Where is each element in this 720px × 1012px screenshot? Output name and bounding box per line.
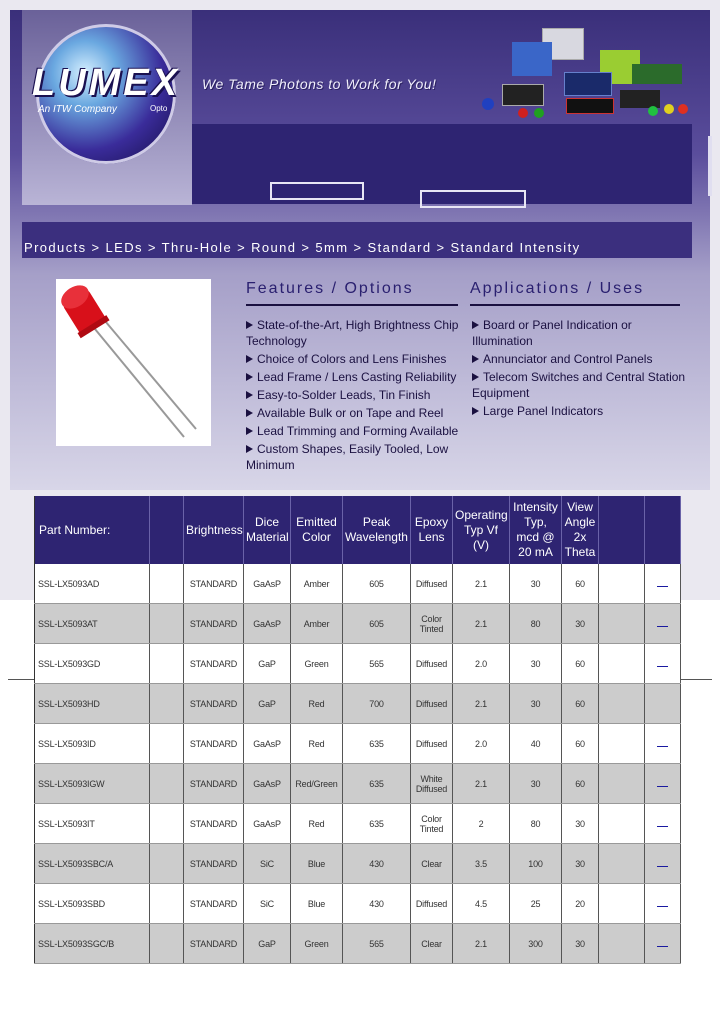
- features-title: Features / Options: [246, 280, 414, 297]
- cell-part: SSL-LX5093ID: [35, 724, 150, 764]
- cell-brightness: STANDARD: [184, 804, 244, 844]
- cell-lens: Diffused: [411, 644, 453, 684]
- features-list: [246, 317, 464, 475]
- table-row: [35, 644, 681, 684]
- table-row: [35, 684, 681, 724]
- cell-empty: [150, 724, 184, 764]
- cell-color: Green: [291, 924, 343, 964]
- cell-empty: [599, 924, 645, 964]
- bullet-triangle-icon: [246, 427, 253, 435]
- cell-angle: 60: [562, 564, 599, 604]
- column-header: Part Number:: [35, 496, 150, 564]
- feature-item-text: Custom Shapes, Easily Tooled, Low Minimum: [246, 442, 449, 472]
- applications-rule: [470, 304, 680, 306]
- feature-item-text: Choice of Colors and Lens Finishes: [257, 352, 447, 366]
- cell-part: SSL-LX5093SGC/B: [35, 924, 150, 964]
- products-banner-image: [482, 24, 692, 124]
- table-row: [35, 804, 681, 844]
- breadcrumb-bar: [22, 222, 692, 258]
- application-item-text: Telecom Switches and Central Station Equipment: [472, 370, 686, 400]
- cell-wavelength: 430: [343, 884, 411, 924]
- cell-angle: 60: [562, 764, 599, 804]
- cell-angle: 30: [562, 804, 599, 844]
- logo-subtitle: An ITW Company: [38, 104, 117, 115]
- cell-color: Red/Green: [291, 764, 343, 804]
- cell-color: Red: [291, 724, 343, 764]
- cell-part: SSL-LX5093SBC/A: [35, 844, 150, 884]
- feature-item: [246, 317, 464, 349]
- cell-angle: 60: [562, 644, 599, 684]
- right-divider: [680, 679, 712, 680]
- column-header: Brightness: [184, 496, 244, 564]
- cell-brightness: STANDARD: [184, 884, 244, 924]
- cell-link: [645, 844, 681, 884]
- cell-part: SSL-LX5093SBD: [35, 884, 150, 924]
- cell-angle: 30: [562, 924, 599, 964]
- bullet-triangle-icon: [246, 445, 253, 453]
- datasheet-link[interactable]: [657, 626, 668, 627]
- cell-empty: [150, 924, 184, 964]
- feature-item: [246, 441, 464, 473]
- table-header-row: [35, 496, 681, 564]
- nav-field-1[interactable]: [270, 182, 364, 200]
- cell-vf: 3.5: [453, 844, 510, 884]
- cell-empty: [599, 604, 645, 644]
- cell-empty: [150, 764, 184, 804]
- cell-intensity: 30: [510, 564, 562, 604]
- left-divider: [8, 679, 34, 680]
- cell-color: Blue: [291, 884, 343, 924]
- cell-brightness: STANDARD: [184, 564, 244, 604]
- cell-brightness: STANDARD: [184, 844, 244, 884]
- cell-lens: White Diffused: [411, 764, 453, 804]
- column-header: [599, 496, 645, 564]
- table-row: [35, 844, 681, 884]
- application-item: [472, 403, 686, 419]
- parts-table: [34, 496, 681, 964]
- cell-angle: 20: [562, 884, 599, 924]
- logo-text: LUMEX: [32, 62, 180, 104]
- column-header: Peak Wavelength: [343, 496, 411, 564]
- cell-empty: [599, 804, 645, 844]
- cell-wavelength: 700: [343, 684, 411, 724]
- bullet-triangle-icon: [472, 355, 479, 363]
- datasheet-link[interactable]: [657, 786, 668, 787]
- bullet-triangle-icon: [246, 409, 253, 417]
- cell-dice: GaAsP: [244, 724, 291, 764]
- cell-color: Amber: [291, 604, 343, 644]
- cell-vf: 2.0: [453, 644, 510, 684]
- bullet-triangle-icon: [246, 373, 253, 381]
- cell-empty: [150, 604, 184, 644]
- cell-brightness: STANDARD: [184, 604, 244, 644]
- cell-dice: GaP: [244, 644, 291, 684]
- cell-lens: Diffused: [411, 724, 453, 764]
- cell-brightness: STANDARD: [184, 644, 244, 684]
- datasheet-link[interactable]: [657, 826, 668, 827]
- cell-vf: 2.1: [453, 684, 510, 724]
- cell-part: SSL-LX5093IT: [35, 804, 150, 844]
- cell-link: [645, 564, 681, 604]
- cell-link: [645, 684, 681, 724]
- datasheet-link[interactable]: [657, 586, 668, 587]
- feature-item-text: Available Bulk or on Tape and Reel: [257, 406, 444, 420]
- cell-color: Red: [291, 684, 343, 724]
- cell-intensity: 80: [510, 604, 562, 644]
- cell-wavelength: 605: [343, 564, 411, 604]
- cell-dice: GaAsP: [244, 804, 291, 844]
- cell-part: SSL-LX5093HD: [35, 684, 150, 724]
- cell-lens: Clear: [411, 844, 453, 884]
- cell-vf: 2.1: [453, 604, 510, 644]
- bullet-triangle-icon: [246, 355, 253, 363]
- cell-dice: GaP: [244, 924, 291, 964]
- cell-angle: 60: [562, 684, 599, 724]
- cell-empty: [150, 844, 184, 884]
- feature-item: [246, 387, 464, 403]
- cell-empty: [599, 684, 645, 724]
- cell-brightness: STANDARD: [184, 724, 244, 764]
- table-row: [35, 764, 681, 804]
- cell-dice: SiC: [244, 844, 291, 884]
- column-header: [645, 496, 681, 564]
- bullet-triangle-icon: [472, 321, 479, 329]
- cell-dice: GaAsP: [244, 764, 291, 804]
- cell-link: [645, 764, 681, 804]
- cell-brightness: STANDARD: [184, 764, 244, 804]
- cell-empty: [150, 684, 184, 724]
- column-header: [150, 496, 184, 564]
- cell-intensity: 80: [510, 804, 562, 844]
- bullet-triangle-icon: [472, 373, 479, 381]
- cell-vf: 2.0: [453, 724, 510, 764]
- cell-lens: Diffused: [411, 564, 453, 604]
- led-product-image: [56, 279, 211, 446]
- feature-item-text: State-of-the-Art, High Brightness Chip Technology: [246, 318, 459, 348]
- datasheet-link[interactable]: [657, 666, 668, 667]
- cell-color: Amber: [291, 564, 343, 604]
- cell-lens: Diffused: [411, 684, 453, 724]
- bullet-triangle-icon: [472, 407, 479, 415]
- column-header: Emitted Color: [291, 496, 343, 564]
- application-item: [472, 369, 686, 401]
- cell-vf: 2: [453, 804, 510, 844]
- cell-empty: [599, 884, 645, 924]
- datasheet-link[interactable]: [657, 946, 668, 947]
- cell-color: Blue: [291, 844, 343, 884]
- cell-wavelength: 635: [343, 764, 411, 804]
- cell-wavelength: 605: [343, 604, 411, 644]
- column-header: View Angle 2x Theta: [562, 496, 599, 564]
- cell-link: [645, 924, 681, 964]
- cell-empty: [150, 644, 184, 684]
- cell-part: SSL-LX5093GD: [35, 644, 150, 684]
- cell-lens: Color Tinted: [411, 804, 453, 844]
- cell-empty: [599, 724, 645, 764]
- cell-intensity: 30: [510, 644, 562, 684]
- application-item-text: Annunciator and Control Panels: [483, 352, 653, 366]
- column-header: Dice Material: [244, 496, 291, 564]
- cell-part: SSL-LX5093AD: [35, 564, 150, 604]
- cell-empty: [599, 564, 645, 604]
- cell-wavelength: 430: [343, 844, 411, 884]
- logo-opto: Opto: [150, 104, 168, 113]
- column-header: Intensity Typ, mcd @ 20 mA: [510, 496, 562, 564]
- bullet-triangle-icon: [246, 391, 253, 399]
- cell-intensity: 25: [510, 884, 562, 924]
- cell-link: [645, 884, 681, 924]
- cell-part: SSL-LX5093AT: [35, 604, 150, 644]
- cell-brightness: STANDARD: [184, 684, 244, 724]
- cell-wavelength: 565: [343, 644, 411, 684]
- cell-link: [645, 604, 681, 644]
- cell-brightness: STANDARD: [184, 924, 244, 964]
- cell-link: [645, 724, 681, 764]
- datasheet-link[interactable]: [657, 746, 668, 747]
- cell-wavelength: 635: [343, 804, 411, 844]
- feature-item-text: Lead Trimming and Forming Available: [257, 424, 459, 438]
- cell-dice: GaAsP: [244, 604, 291, 644]
- cell-color: Red: [291, 804, 343, 844]
- cell-angle: 60: [562, 724, 599, 764]
- application-item: [472, 317, 686, 349]
- cell-link: [645, 804, 681, 844]
- cell-part: SSL-LX5093IGW: [35, 764, 150, 804]
- application-item-text: Large Panel Indicators: [483, 404, 604, 418]
- cell-intensity: 30: [510, 764, 562, 804]
- table-row: [35, 924, 681, 964]
- cell-vf: 2.1: [453, 564, 510, 604]
- bullet-triangle-icon: [246, 321, 253, 329]
- cell-dice: GaP: [244, 684, 291, 724]
- feature-item: [246, 405, 464, 421]
- feature-item: [246, 423, 464, 439]
- cell-dice: GaAsP: [244, 564, 291, 604]
- application-item-text: Board or Panel Indication or Illumination: [472, 318, 632, 348]
- nav-field-2[interactable]: [420, 190, 526, 208]
- table-row: [35, 604, 681, 644]
- cell-vf: 4.5: [453, 884, 510, 924]
- cell-wavelength: 635: [343, 724, 411, 764]
- cell-vf: 2.1: [453, 924, 510, 964]
- nav-band: [192, 124, 692, 204]
- feature-item-text: Easy-to-Solder Leads, Tin Finish: [257, 388, 431, 402]
- cell-vf: 2.1: [453, 764, 510, 804]
- table-row: [35, 564, 681, 604]
- feature-item: [246, 369, 464, 385]
- cell-empty: [599, 764, 645, 804]
- cell-lens: Diffused: [411, 884, 453, 924]
- cell-empty: [599, 844, 645, 884]
- application-item: [472, 351, 686, 367]
- cell-empty: [150, 884, 184, 924]
- cell-wavelength: 565: [343, 924, 411, 964]
- cell-angle: 30: [562, 604, 599, 644]
- logo-panel[interactable]: [22, 10, 192, 205]
- header-scroll-handle: [708, 136, 712, 196]
- cell-link: [645, 644, 681, 684]
- cell-lens: Clear: [411, 924, 453, 964]
- cell-empty: [599, 644, 645, 684]
- cell-empty: [150, 804, 184, 844]
- cell-dice: SiC: [244, 884, 291, 924]
- cell-intensity: 300: [510, 924, 562, 964]
- applications-title: Applications / Uses: [470, 280, 645, 297]
- column-header: Epoxy Lens: [411, 496, 453, 564]
- cell-intensity: 40: [510, 724, 562, 764]
- cell-angle: 30: [562, 844, 599, 884]
- cell-intensity: 100: [510, 844, 562, 884]
- site-header: [22, 10, 692, 205]
- tagline: We Tame Photons to Work for You!: [202, 76, 437, 92]
- table-row: [35, 884, 681, 924]
- table-row: [35, 724, 681, 764]
- breadcrumb[interactable]: Products > LEDs > Thru-Hole > Round > 5mm > Standard > Standard Intensity: [24, 240, 581, 255]
- cell-lens: Color Tinted: [411, 604, 453, 644]
- cell-empty: [150, 564, 184, 604]
- datasheet-link[interactable]: [657, 906, 668, 907]
- cell-intensity: 30: [510, 684, 562, 724]
- applications-list: [472, 317, 686, 421]
- datasheet-link[interactable]: [657, 866, 668, 867]
- feature-item: [246, 351, 464, 367]
- column-header: Operating Typ Vf (V): [453, 496, 510, 564]
- features-rule: [246, 304, 458, 306]
- feature-item-text: Lead Frame / Lens Casting Reliability: [257, 370, 457, 384]
- cell-color: Green: [291, 644, 343, 684]
